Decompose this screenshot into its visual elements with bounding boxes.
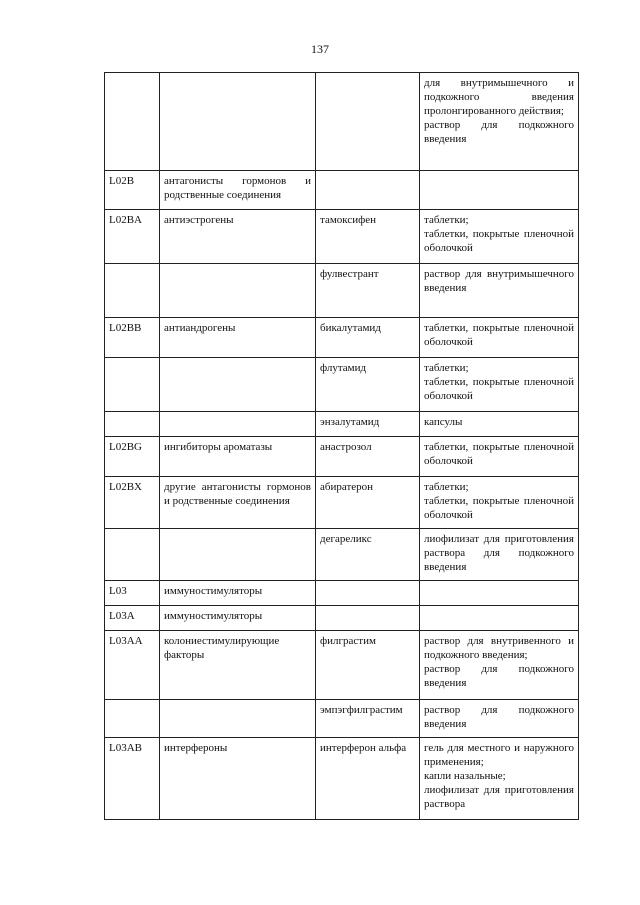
table-row <box>105 437 579 477</box>
atc-code <box>105 264 160 318</box>
dosage-form: раствор для подкожного введения <box>420 700 579 738</box>
dosage-form <box>420 171 579 210</box>
drug-group <box>160 529 316 581</box>
drug-name: энзалутамид <box>316 412 420 437</box>
atc-code: L03 <box>105 581 160 606</box>
table-row <box>105 631 579 700</box>
page-number: 137 <box>311 42 329 56</box>
dosage-form: раствор для внутривенного и подкожного введения; раствор для подкожного введения <box>420 631 579 700</box>
drug-group: другие антагонисты гормонов и родственные соединения <box>160 477 316 529</box>
drug-table <box>104 72 579 820</box>
dosage-form: таблетки; таблетки, покрытые пленочной оболочкой <box>420 210 579 264</box>
table-row <box>105 264 579 318</box>
atc-code <box>105 73 160 171</box>
atc-code: L03A <box>105 606 160 631</box>
table-row <box>105 171 579 210</box>
dosage-form: гель для местного и наружного применения; капли назальные; лиофилизат для приготовления раствора <box>420 738 579 820</box>
atc-code: L03AA <box>105 631 160 700</box>
drug-name <box>316 606 420 631</box>
table-row <box>105 606 579 631</box>
dosage-form: таблетки, покрытые пленочной оболочкой <box>420 437 579 477</box>
drug-group <box>160 700 316 738</box>
dosage-form: капсулы <box>420 412 579 437</box>
atc-code: L02BA <box>105 210 160 264</box>
drug-name: анастрозол <box>316 437 420 477</box>
table-row <box>105 210 579 264</box>
atc-code: L02BB <box>105 318 160 358</box>
table-row <box>105 581 579 606</box>
atc-code <box>105 529 160 581</box>
dosage-form: лиофилизат для приготовления раствора для подкожного введения <box>420 529 579 581</box>
dosage-form <box>420 581 579 606</box>
drug-name: флутамид <box>316 358 420 412</box>
drug-group: антагонисты гормонов и родственные соединения <box>160 171 316 210</box>
dosage-form: таблетки; таблетки, покрытые пленочной оболочкой <box>420 358 579 412</box>
drug-name: эмпэгфилграстим <box>316 700 420 738</box>
drug-group: иммуностимуляторы <box>160 606 316 631</box>
table-row <box>105 700 579 738</box>
drug-name: абиратерон <box>316 477 420 529</box>
drug-name: филграстим <box>316 631 420 700</box>
drug-name: интерферон альфа <box>316 738 420 820</box>
drug-group <box>160 264 316 318</box>
atc-code <box>105 358 160 412</box>
dosage-form: таблетки, покрытые пленочной оболочкой <box>420 318 579 358</box>
drug-name <box>316 581 420 606</box>
atc-code: L02B <box>105 171 160 210</box>
drug-group <box>160 412 316 437</box>
drug-name: тамоксифен <box>316 210 420 264</box>
drug-name: бикалутамид <box>316 318 420 358</box>
drug-name: фулвестрант <box>316 264 420 318</box>
drug-group: антиандрогены <box>160 318 316 358</box>
drug-name <box>316 73 420 171</box>
drug-group <box>160 358 316 412</box>
drug-name <box>316 171 420 210</box>
drug-group <box>160 73 316 171</box>
drug-group: иммуностимуляторы <box>160 581 316 606</box>
drug-group: антиэстрогены <box>160 210 316 264</box>
table-row <box>105 318 579 358</box>
dosage-form: для внутримышечного и подкожного введения пролонгированного действия; раствор для подкожного введения <box>420 73 579 171</box>
table-row <box>105 529 579 581</box>
table-row <box>105 477 579 529</box>
dosage-form <box>420 606 579 631</box>
table-row <box>105 358 579 412</box>
drug-name: дегареликс <box>316 529 420 581</box>
table-row <box>105 73 579 171</box>
atc-code <box>105 700 160 738</box>
atc-code <box>105 412 160 437</box>
atc-code: L02BG <box>105 437 160 477</box>
drug-group: интерфероны <box>160 738 316 820</box>
atc-code: L02BX <box>105 477 160 529</box>
dosage-form: таблетки; таблетки, покрытые пленочной оболочкой <box>420 477 579 529</box>
drug-group: ингибиторы ароматазы <box>160 437 316 477</box>
table-row <box>105 412 579 437</box>
atc-code: L03AB <box>105 738 160 820</box>
drug-group: колониестимулирующие факторы <box>160 631 316 700</box>
dosage-form: раствор для внутримышечного введения <box>420 264 579 318</box>
table-row <box>105 738 579 820</box>
